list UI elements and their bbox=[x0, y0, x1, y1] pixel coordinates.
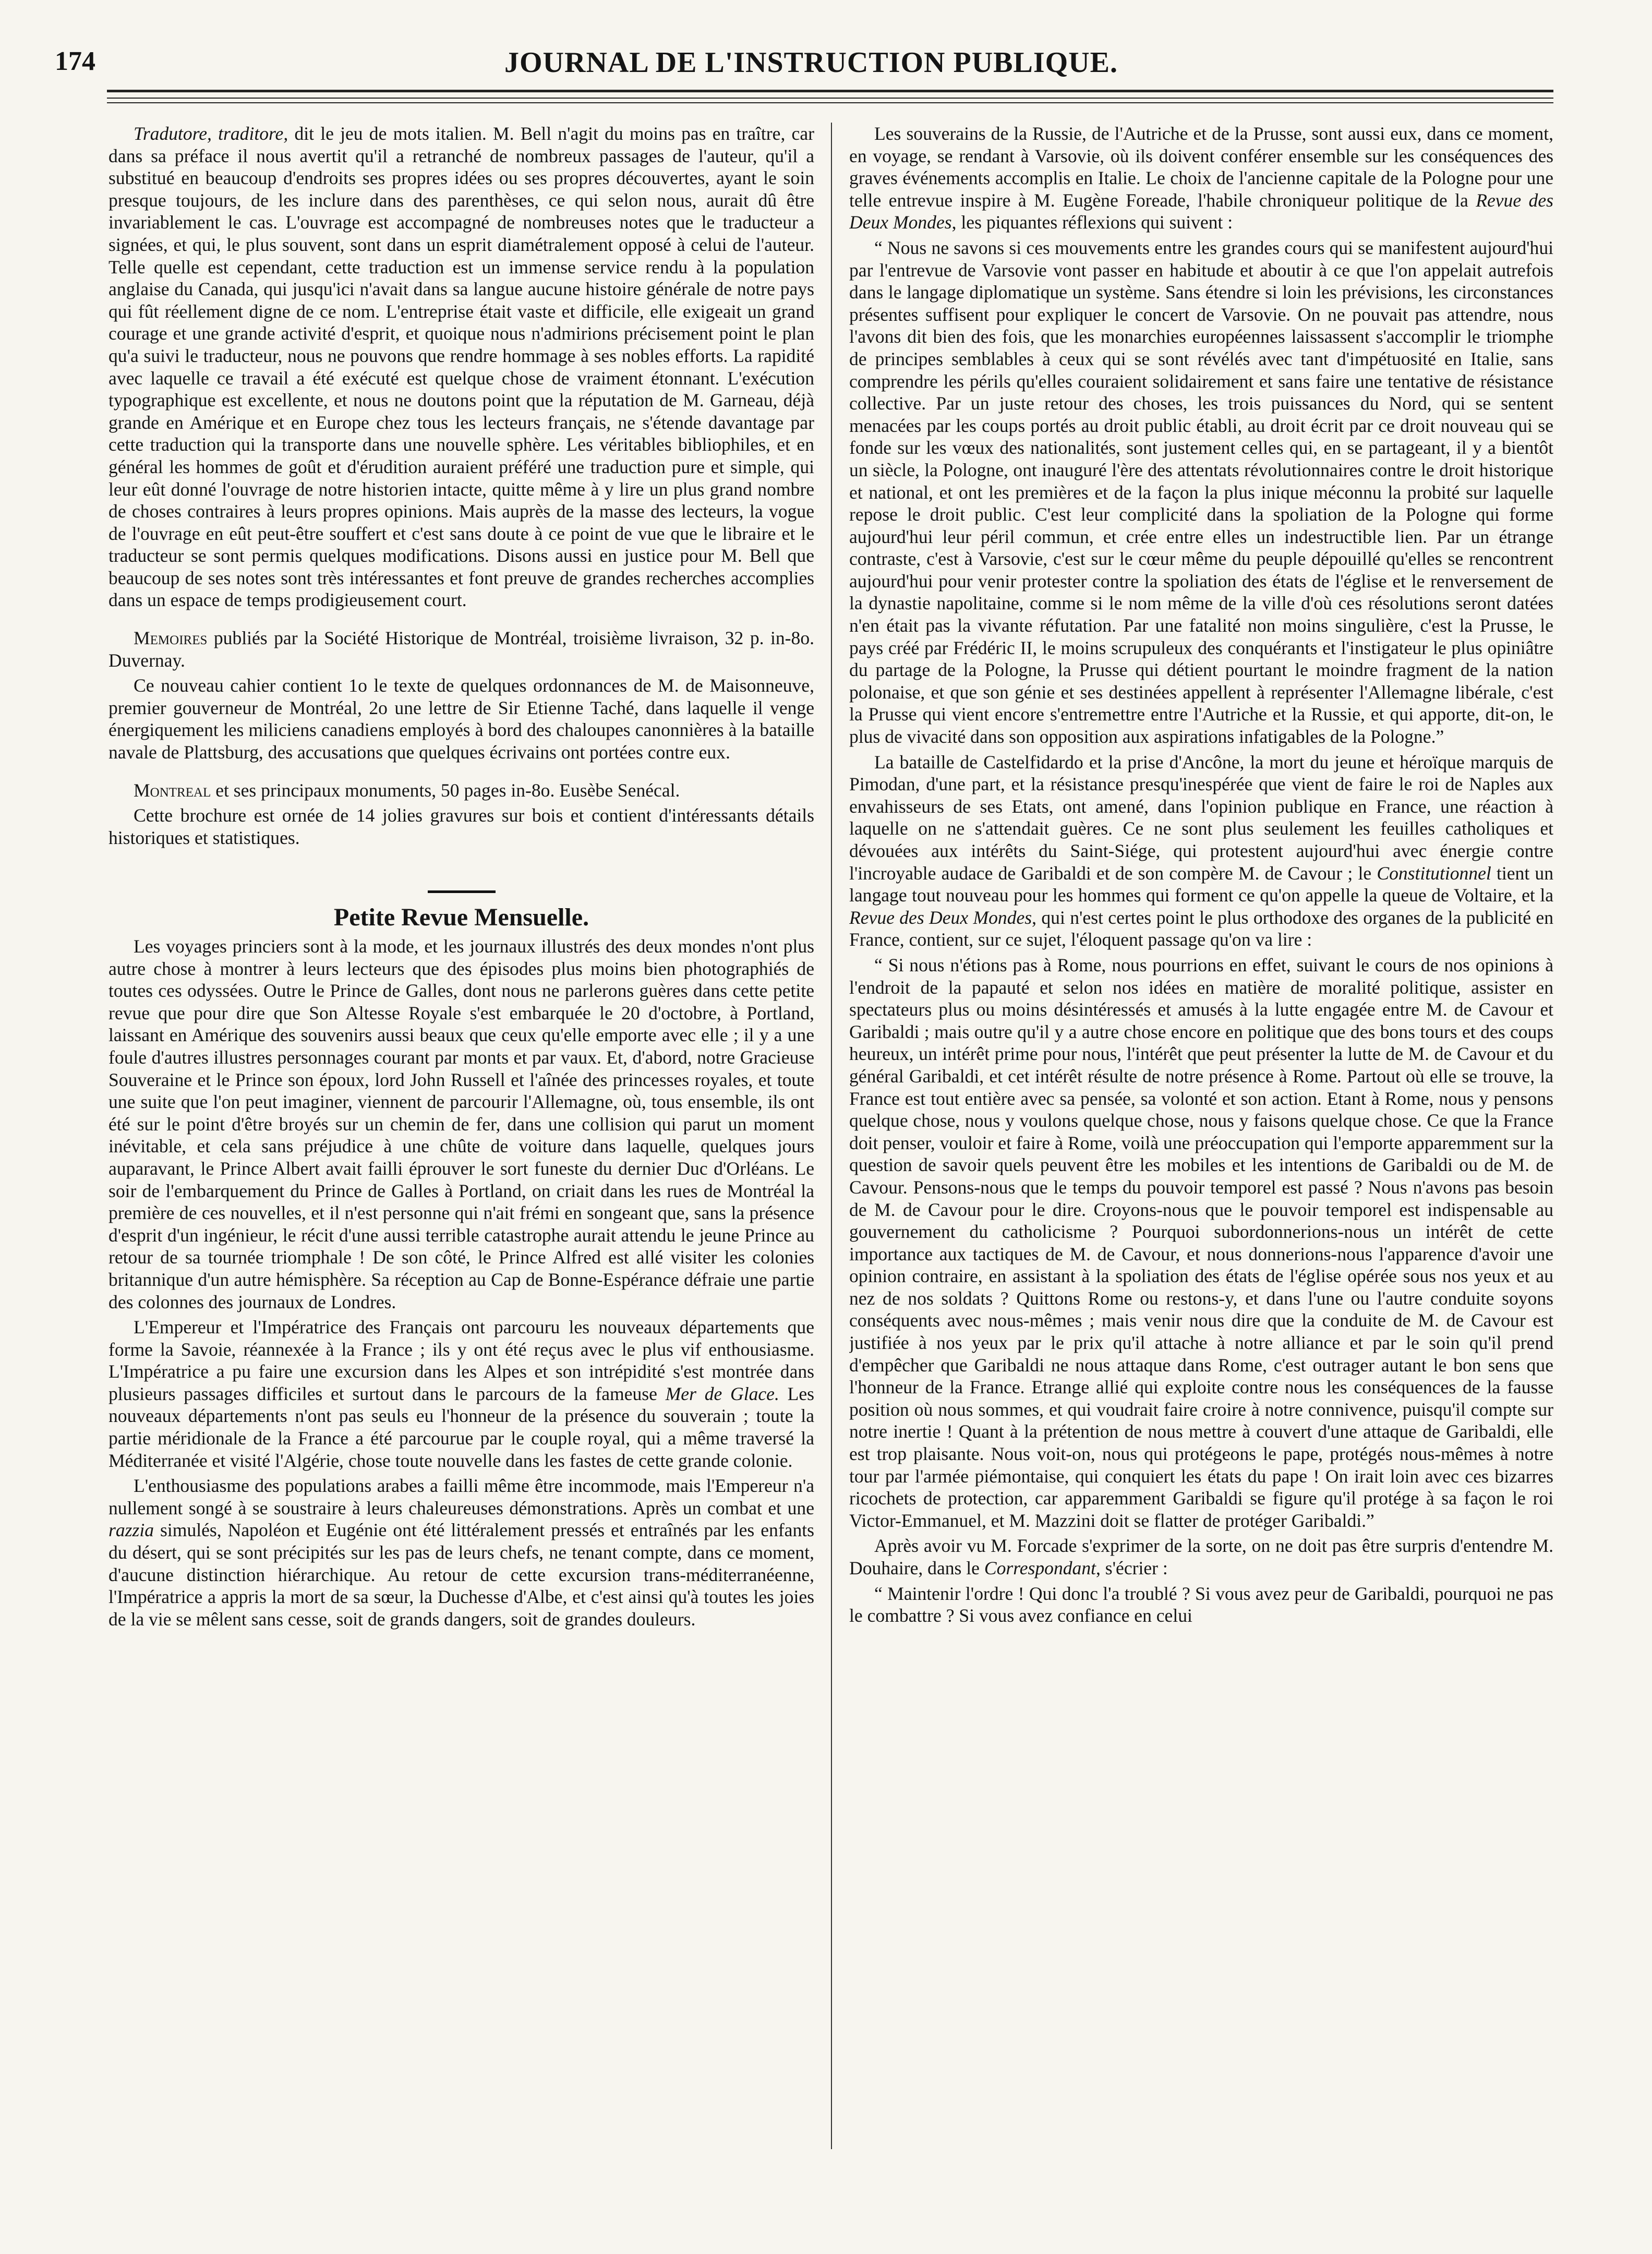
section-title: Petite Revue Mensuelle. bbox=[333, 903, 589, 932]
header-rule-thick bbox=[107, 90, 1553, 92]
header-rule-thin-lower bbox=[107, 102, 1553, 103]
italic-text: razzia bbox=[108, 1520, 154, 1541]
paragraph-revue-3 bbox=[108, 1475, 814, 1630]
paragraph-text: publiés par la Société Historique de Montréal, troisième livraison, 32 p. in-8o. Duvernay. bbox=[108, 628, 814, 671]
paragraph-memoires-entry bbox=[108, 627, 814, 671]
paragraph-varsovie bbox=[849, 123, 1553, 234]
paragraph-text: tient un langage tout nouveau pour les hommes qui forment ce qu'on appelle la queue de Voltaire, et la bbox=[849, 862, 1553, 906]
paragraph-text: L'Empereur et l'Impératrice des Français ont parcouru les nouveaux départements que forme la Savoie, réannexée à la France ; ils y ont été reçus avec le plus vif enthousiasme. L'Impératrice a pu faire une excursion dans les Alpes et son intrépidité s'est montrée dans plusieurs passages difficiles et surtout dans le parcours de la fameuse bbox=[108, 1317, 814, 1404]
italic-text: Revue des Deux Mondes bbox=[849, 189, 1553, 233]
page-number: 174 bbox=[55, 46, 95, 76]
paragraph-montreal-entry bbox=[108, 779, 814, 802]
header-rule-thin bbox=[107, 98, 1553, 99]
paragraph-forcade bbox=[849, 1535, 1553, 1579]
small-caps-title: Memoires bbox=[134, 628, 208, 649]
paragraph-montreal-description: Cette brochure est ornée de 14 jolies gravures sur bois et contient d'intéressants détails historiques et statistiques. bbox=[108, 805, 814, 848]
paragraph-text: , qui n'est certes point le plus orthodoxe des organes de la publicité en France, contient, sur ce sujet, l'éloquent passage qu'on va lire : bbox=[849, 907, 1553, 950]
page-header bbox=[55, 46, 1567, 82]
paragraph-text: La bataille de Castelfidardo et la prise d'Ancône, la mort du jeune et héroïque marquis de Pimodan, d'une part, et la résistance presqu'inespérée que vient de faire le roi de Naples aux envahisseurs de ses Etats, ont amené, dans l'opinion publique en France, une réaction à laquelle on ne s'attendait guères. Ce ne sont plus seulement les feuilles catholiques et dévouées aux intérêts du Saint-Siége, qui protestent aujourd'hui avec énergie contre l'incroyable audace de Garibaldi et de son compère M. de Cavour ; le bbox=[849, 751, 1553, 884]
paragraph-memoires-description: Ce nouveau cahier contient 1o le texte de quelques ordonnances de M. de Maisonneuve, premier gouverneur de Montréal, 2o une lettre de Sir Etienne Taché, dans laquelle il venge énergiquement les miliciens canadiens employés à bord des chaloupes canonnières à la bataille navale de Plattsburg, des accusations que quelques écrivains ont portées contre eux. bbox=[108, 675, 814, 763]
paragraph-text: Les souverains de la Russie, de l'Autriche et de la Prusse, sont aussi eux, dans ce moment, en voyage, se rendant à Varsovie, où ils doivent conférer ensemble sur les conséquences des graves événements accomplis en Italie. Le choix de l'ancienne capitale de la Pologne pour une telle entrevue inspire à M. Eugène Foreade, l'habile chroniqueur politique de la bbox=[849, 123, 1553, 211]
section-separator bbox=[428, 890, 496, 893]
right-column bbox=[849, 123, 1553, 2178]
quote-varsovie: “ Nous ne savons si ces mouvements entre les grandes cours qui se manifestent aujourd'hui par l'entrevue de Varsovie vont passer en habitude et aboutir à ce que l'on appelait autrefois dans le langage diplomatique un système. Sans étendre si loin les prévisions, les circonstances présentes suffisent pour expliquer le concert de Varsovie. On ne pouvait pas attendre, nous l'avons dit bien des fois, que les monarchies européennes laissassent s'accomplir le triomphe de principes semblables à ceux qui se sont révélés avec tant d'impétuosité en Italie, sans comprendre les périls qu'elles couraient solidairement et sans faire une tentative de résistance collective. Par un juste retour des choses, les trois puissances du Nord, qui se sentent menacées par les coups portés au droit public établi, au droit écrit par ce droit nouveau qui se fonde sur les vœux des nationalités, sont justement celles qui, en se partageant, il y a bientôt un siècle, la Pologne, ont inauguré l'ère des attentats révolutionnaires contre le droit historique et national, et ont les premières et de la façon la plus inique méconnu la probité sur laquelle repose le droit public. C'est leur complicité dans la spoliation de la Pologne qui forme aujourd'hui leur péril commun, et crée entre elles un indestructible lien. Par un étrange contraste, c'est à Varsovie, c'est sur le cœur même du peuple dépouillé qu'elles se rencontrent aujourd'hui pour venir protester contre la spoliation des états de l'église et le renversement de la dynastie napolitaine, comme si le nom même de la ville d'où ces résolutions seront datées n'en était pas la vivante réfutation. Par une fatalité non moins singulière, c'est la Prusse, le pays créé par Frédéric II, le moins scrupuleux des conquérants et l'instigateur le plus opiniâtre du partage de la Pologne, la Prusse qui détient pourtant le moindre fragment de la nation polonaise, et que son génie et ses destinées appellent à représenter l'Allemagne libérale, c'est la Prusse qui vient encore s'entremettre entre l'Autriche et la Russie, et qui apporte, dit-on, le plus de vivacité dans son opposition aux aspirations infatigables de la Pologne.” bbox=[849, 237, 1553, 748]
paragraph-text: et ses principaux monuments, 50 pages in-8o. Eusèbe Senécal. bbox=[211, 779, 680, 801]
paragraph-text: Les nouveaux départements n'ont pas seuls eu l'honneur de la présence du souverain ; toute la partie méridionale de la France a été parcourue par le couple royal, qui a même traversé la Méditerranée et visité l'Algérie, chose toute nouvelle dans les fastes de cette grande colonie. bbox=[108, 1383, 814, 1471]
italic-text: Constitutionnel bbox=[1377, 862, 1491, 884]
paragraph-text: dit le jeu de mots italien. M. Bell n'agit du moins pas en traître, car dans sa préface il nous avertit qu'il a retranché de nombreux passages de l'auteur, qu'il a substitué en beaucoup d'endroits ses propres idées ou ses propres découvertes, ayant le soin presque toujours, de les inclure dans des parenthèses, ce qui selon nous, aurait dû être invariablement le cas. L'ouvrage est accompagné de nombreuses notes que le traducteur a signées, et qui, le plus souvent, sont dans un esprit diamétralement opposé à celui de l'auteur. Telle quelle est cependant, cette traduction est un immense service rendu à la population anglaise du Canada, qui jusqu'ici n'avait dans sa langue aucune histoire générale de notre pays qui fût réellement digne de ce nom. L'entreprise était vaste et difficile, elle exigeait un grand courage et une grande activité d'esprit, et quoique nous n'admirions précisement point le plan qu'a suivi le traducteur, nous ne pouvons que rendre hommage à ses nobles efforts. La rapidité avec laquelle ce travail a été exécuté est quelque chose de vraiment étonnant. L'exécution typographique est excellente, et nous ne doutons point que la réputation de M. Garneau, déjà grande en Amérique et en Europe chez tous les lecteurs français, ne s'étende davantage par cette traduction qui la transporte dans une nouvelle sphère. Les véritables bibliophiles, et en général les hommes de goût et d'érudition auraient préféré une traduction pure et simple, qui leur eût donné l'ouvrage de notre historien intacte, quitte même à y lire un plus grand nombre de choses contraires à leurs propres opinions. Mais auprès de la masse des lecteurs, la vogue de l'ouvrage en eût peut-être souffert et c'est sans doute à ce point de vue que le libraire et le traducteur se sont permis quelques modifications. Disons aussi en justice pour M. Bell que beaucoup de ses notes sont très intéressantes et font preuve de grandes recherches accomplies dans un espace de temps prodigieusement court. bbox=[108, 123, 814, 611]
paragraph-revue-2 bbox=[108, 1316, 814, 1472]
paragraph-text: L'enthousiasme des populations arabes a failli même être incommode, mais l'Empereur n'a nullement songé à se soustraire à leurs chaleureuses démonstrations. Après un combat et une bbox=[108, 1475, 814, 1518]
paragraph-text: , les piquantes réflexions qui suivent : bbox=[951, 212, 1233, 233]
small-caps-title: Montreal bbox=[134, 779, 211, 801]
italic-text: Mer de Glace. bbox=[665, 1383, 779, 1404]
paragraph-text: simulés, Napoléon et Eugénie ont été littéralement pressés et entraînés par les enfants du désert, qui se sont précipités sur les pas de leurs chefs, ne tenant compte, dans ce moment, d'aucune distinction hiérarchique. Au retour de cette excursion trans-méditerranéenne, l'Impératrice a appris la mort de sa sœur, la Duchesse d'Albe, et c'est ainsi qu'à toutes les joies de la vie se mêlent sans cesse, soit de grands dangers, soit de grandes douleurs. bbox=[108, 1520, 814, 1630]
journal-title: JOURNAL DE L'INSTRUCTION PUBLIQUE. bbox=[504, 46, 1118, 79]
paragraph-text: Après avoir vu M. Forcade s'exprimer de la sorte, on ne doit pas être surpris d'entendre M. Douhaire, dans le bbox=[849, 1535, 1553, 1578]
paragraph-text: , s'écrier : bbox=[1096, 1558, 1168, 1578]
paragraph-castelfidardo bbox=[849, 751, 1553, 951]
italic-text: Revue des Deux Mondes bbox=[849, 907, 1032, 928]
left-column bbox=[108, 123, 814, 2178]
italic-text: Tradutore, traditore, bbox=[134, 123, 288, 144]
italic-text: Correspondant bbox=[984, 1558, 1096, 1578]
column-divider bbox=[831, 123, 832, 2149]
paragraph-translation-review bbox=[108, 123, 814, 611]
quote-rome: “ Si nous n'étions pas à Rome, nous pourrions en effet, suivant le cours de nos opinions à l'endroit de la papauté et selon nos idées en matière de moralité politique, assister en spectateurs plus ou moins désintéressés et amusés à la lutte engagée entre M. de Cavour et Garibaldi ; mais outre qu'il y a autre chose encore en politique que des bons tours et des coups heureux, un intérêt prime pour nous, l'intérêt que peut présenter la lutte de M. de Cavour et du général Garibaldi, et cet intérêt résulte de notre présence à Rome. Partout où elle se trouve, la France est tout entière avec sa pensée, sa volonté et son action. Etant à Rome, nous y pensons quelque chose, nous y voulons quelque chose, nous y faisons quelque chose. Ce que la France doit penser, vouloir et faire à Rome, voilà une préoccupation qui l'emporte apparemment sur la question de savoir quels peuvent être les mobiles et les intentions de Garibaldi ou de M. de Cavour. Pensons-nous que le temps du pouvoir temporel est passé ? Nous n'avons pas besoin de M. de Cavour pour le dire. Croyons-nous que le pouvoir temporel est indispensable au gouvernement du catholicisme ? Pourquoi subordonnerions-nous un intérêt de cette importance aux tactiques de M. de Cavour, et nous donnerions-nous l'apparence d'avoir une opinion contraire, en assistant à la spoliation des états de l'église opérée sous nos yeux et au nez de nos soldats ? Quittons Rome ou restons-y, et dans l'une ou l'autre conduite soyons conséquents avec nous-mêmes ; mais venir nous dire que la conduite de M. de Cavour est justifiée à nos yeux par le prix qu'il attache à notre alliance et par le soin qu'il prend d'empêcher que Garibaldi ne nous attaque dans Rome, c'est outrager autant le bon sens que l'honneur de la France. Etrange allié qui exploite contre nous les conséquences de la fausse position où nous sommes, et qui voudrait faire croire à notre connivence, puisqu'il compte sur notre inertie ! Quant à la prétention de nous mettre à couvert d'une attaque de Garibaldi, elle est trop plaisante. Nous voit-on, nous qui protégeons le pape, protégés nous-mêmes à notre tour par l'armée piémontaise, qui conquiert les états du pape ! On irait loin avec ces bizarres ricochets de protection, car apparemment Garibaldi se figure qu'il protége à sa façon le roi Victor-Emmanuel, et M. Mazzini doit se flatter de protéger Garibaldi.” bbox=[849, 954, 1553, 1531]
quote-douhaire: “ Maintenir l'ordre ! Qui donc l'a troublé ? Si vous avez peur de Garibaldi, pourquoi ne pas le combattre ? Si vous avez confiance en celui bbox=[849, 1583, 1553, 1626]
paragraph-revue-1: Les voyages princiers sont à la mode, et les journaux illustrés des deux mondes n'ont plus autre chose à montrer à leurs lecteurs que des épisodes plus moins bien photographiés de toutes ces odyssées. Outre le Prince de Galles, dont nous ne parlerons guères dans cette petite revue que pour dire que Son Altesse Royale s'est embarquée le 20 d'octobre, à Portland, laissant en Amérique des souvenirs aussi beaux que ceux qu'elle emporte avec elle ; il y a une foule d'autres illustres personnages courant par monts et par vaux. Et, d'abord, notre Gracieuse Souveraine et le Prince son époux, lord John Russell et l'aînée des princesses royales, et toute une suite que l'on peut imaginer, viennent de parcourir l'Allemagne, où, tous ensemble, ils ont été sur le point d'être broyés sur un chemin de fer, dans une collision qui parut un moment inévitable, et cela sans préjudice à une chûte de voiture dans laquelle, quelques jours auparavant, le Prince Albert avait failli éprouver le sort funeste du dernier Duc d'Orléans. Le soir de l'embarquement du Prince de Galles à Portland, on criait dans les rues de Montréal la première de ces nouvelles, et il n'est personne qui n'ait frémi en songeant que, sans la présence d'esprit d'un ingénieur, le récit d'une aussi terrible catastrophe aurait attendu le jeune Prince au retour de sa tournée triomphale ! De son côté, le Prince Alfred est allé visiter les colonies britannique d'un autre hémisphère. Sa réception au Cap de Bonne-Espérance défraie une partie des colonnes des journaux de Londres. bbox=[108, 936, 814, 1312]
